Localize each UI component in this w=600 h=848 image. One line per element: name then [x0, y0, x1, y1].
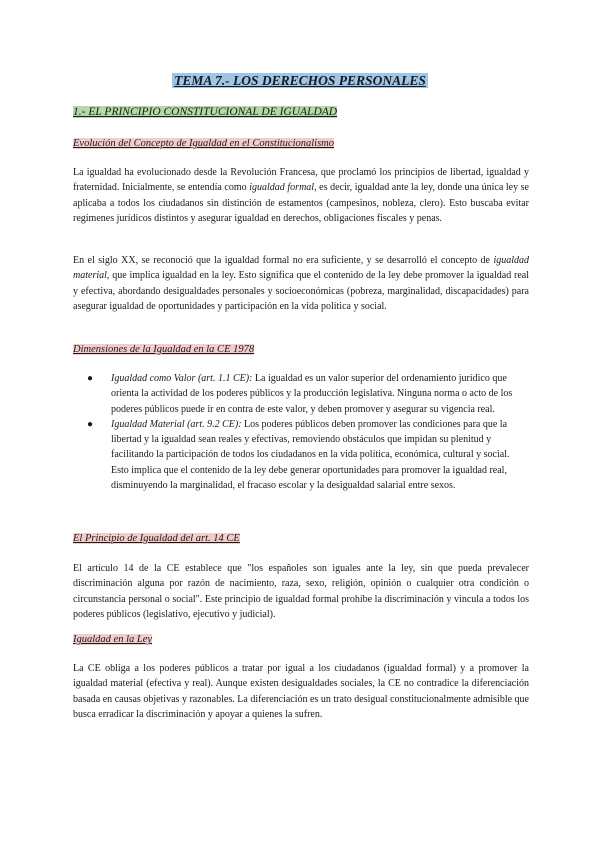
- list-item: [73, 417, 529, 493]
- subheading-evolucion-text: Evolución del Concepto de Igualdad en el Constitucionalismo: [73, 138, 334, 149]
- list-item-text: Los poderes públicos deben promover las condiciones para que la libertad y la igualdad sean reales y efectivas, removiendo obstáculos que impidan su plenitud y facilitando la participación de todos los ciudadanos en la vida política, económica, cultural y social. Esto implica que el contenido de la ley debe generar oportunidades para promover la igualdad real, disminuyendo la marginalidad, el fracaso escolar y la desigualdad salarial entre sexos.: [111, 418, 510, 492]
- paragraph-2-em: igualdad material: [73, 255, 529, 282]
- bullet-icon: ●: [87, 418, 94, 430]
- paragraph-2-a: En el siglo XX, se reconoció que la igualdad formal no era suficiente, y se desarrolló el concepto de: [73, 255, 494, 266]
- list-item-text: La igualdad es un valor superior del ordenamiento jurídico que orienta la actividad de los poderes públicos y la producción legislativa. Ninguna norma o acto de los poderes públicos puede ir en contra de este valor, y deben promover y asegurar su vigencia real.: [111, 373, 513, 415]
- section-heading: [73, 104, 337, 120]
- subheading-art14: [73, 532, 240, 546]
- list-item-label: Igualdad como Valor (art. 1.1 CE):: [111, 373, 253, 384]
- section-heading-text: 1.- EL PRINCIPIO CONSTITUCIONAL DE IGUALDAD: [73, 106, 338, 118]
- paragraph-4: [73, 661, 529, 722]
- bullet-icon: ●: [87, 373, 94, 384]
- paragraph-1-b: , es decir, igualdad ante la ley, donde una única ley se aplicaba a todos los ciudadanos sin distinción de estamentos (campesinos, nobleza, clero). Esto buscaba evitar regímenes jurídicos distintos y asegurar igualdad en derechos, obligaciones fiscales y penas.: [73, 182, 529, 224]
- list-item-label: Igualdad Material (art. 9.2 CE):: [111, 418, 242, 430]
- paragraph-3-text: El artículo 14 de la CE establece que "los españoles son iguales ante la ley, sin que pueda prevalecer discriminación alguna por razón de nacimiento, raza, sexo, religión, opinión o cualquier otra condición o circunstancia personal o social". Este principio de igualdad formal prohíbe la discriminación y vincula a todos los poderes públicos (legislativo, ejecutivo y judicial).: [73, 563, 529, 620]
- document-title-text: TEMA 7.- LOS DERECHOS PERSONALES: [174, 73, 426, 88]
- paragraph-2-b: , que implica igualdad en la ley. Esto significa que el contenido de la ley debe promover la igualdad real y efectiva, abordando desigualdades personales y socioeconómicas (pobreza, marginalidad, discapacidades) para asegurar igualdad de oportunidades y participación en la vida política y social.: [73, 270, 529, 312]
- subheading-igualdad-ley: [73, 633, 152, 647]
- document-title: [0, 72, 600, 90]
- paragraph-1: [73, 165, 529, 226]
- list-item: [73, 371, 529, 417]
- subheading-dimensiones: [73, 343, 254, 357]
- paragraph-4-text: La CE obliga a los poderes públicos a tratar por igual a los ciudadanos (igualdad formal) y a promover la igualdad material (efectiva y real). Aunque existen desigualdades sociales, la CE no contradice la diferenciación basada en causas objetivas y razonables. La diferenciación es un trato desigual constitucionalmente admisible que busca erradicar la discriminación y apoyar a quienes la sufren.: [73, 663, 529, 720]
- subheading-evolucion: [73, 137, 334, 151]
- subheading-dimensiones-text: Dimensiones de la Igualdad en la CE 1978: [73, 344, 255, 355]
- dimensions-list: [73, 371, 529, 493]
- subheading-art14-text: El Principio de Igualdad del art. 14 CE: [73, 533, 240, 544]
- subheading-igualdad-ley-text: Igualdad en la Ley: [73, 634, 153, 645]
- paragraph-3: [73, 561, 529, 622]
- paragraph-1-a: La igualdad ha evolucionado desde la Revolución Francesa, que proclamó los principios de libertad, igualdad y fraternidad. Inicialmente, se entendía como: [73, 167, 529, 194]
- paragraph-1-em: igualdad formal: [249, 182, 315, 194]
- paragraph-2: [73, 253, 529, 314]
